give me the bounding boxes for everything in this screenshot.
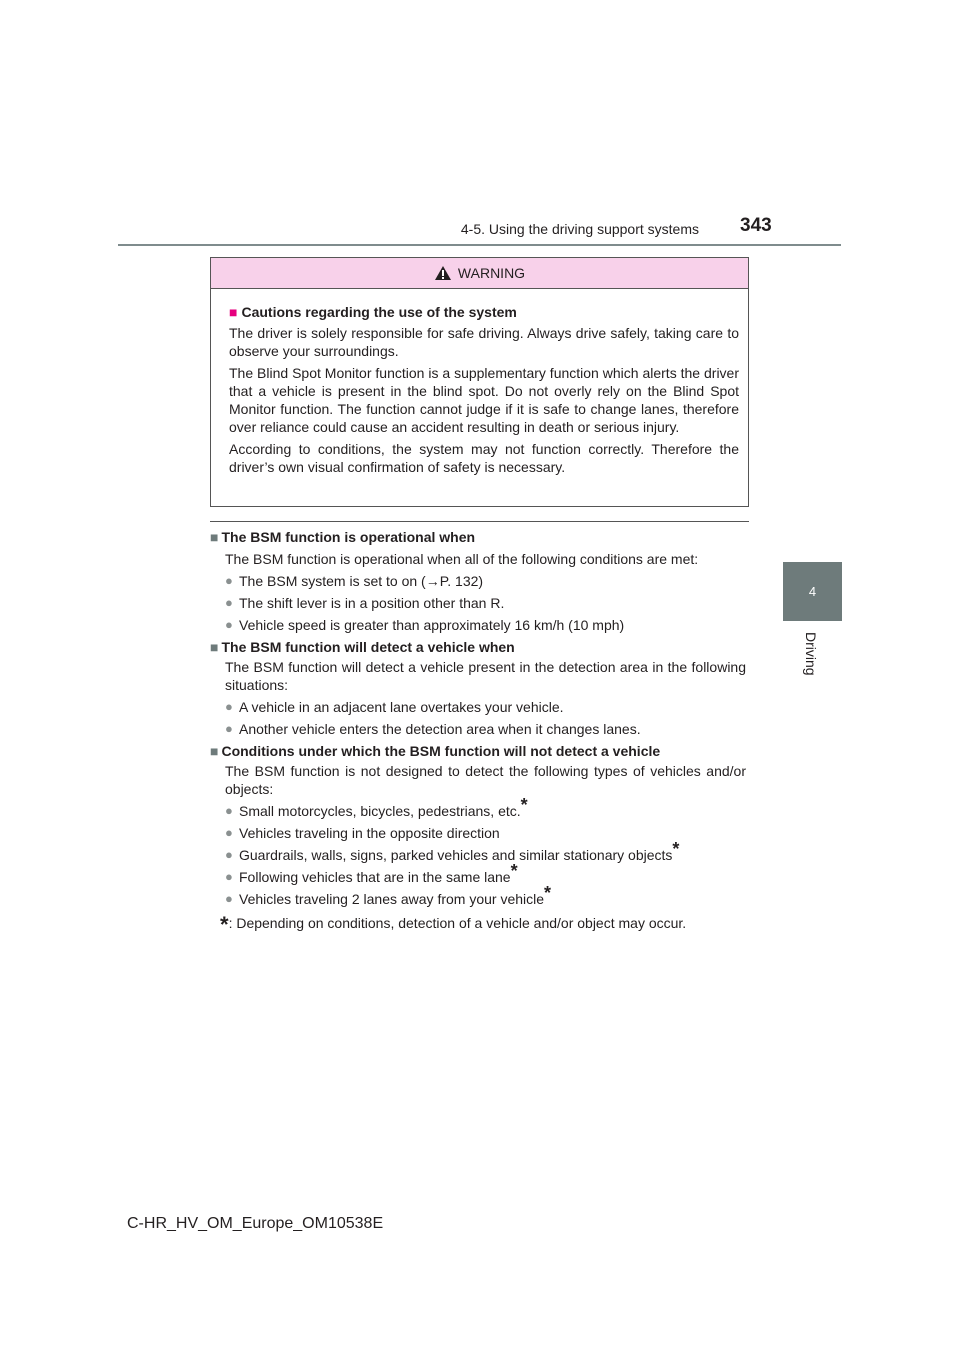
list-item	[210, 861, 746, 886]
chapter-number: 4	[808, 584, 817, 599]
section-text: The BSM function will detect a vehicle present in the detection area in the following situations:	[225, 659, 746, 693]
section-heading-text: The BSM function is operational when	[221, 529, 476, 545]
warning-body	[211, 289, 748, 476]
bullet-dot-icon: ●	[225, 573, 233, 588]
list-item	[210, 824, 746, 842]
square-bullet-icon: ■	[210, 743, 219, 759]
section-heading-text: Conditions under which the BSM function will not detect a vehicle	[221, 743, 661, 759]
section-heading-text: The BSM function will detect a vehicle when	[221, 639, 515, 655]
footnote-marker: *	[520, 795, 528, 815]
bullet-dot-icon: ●	[225, 825, 233, 840]
list-item-text: Vehicle speed is greater than approximately 16 km/h (10 mph)	[239, 617, 625, 633]
footnote-asterisk: *	[220, 912, 229, 937]
page-number: 343	[740, 215, 772, 236]
square-bullet-icon: ■	[229, 304, 238, 320]
list-item	[210, 572, 746, 590]
section-text: The BSM function is operational when all of the following conditions are met:	[225, 551, 699, 567]
list-item-text: Another vehicle enters the detection area when it changes lanes.	[239, 721, 641, 737]
footnote	[210, 912, 746, 937]
bullet-dot-icon: ●	[225, 869, 233, 884]
list-item-text: Guardrails, walls, signs, parked vehicles and similar stationary objects	[239, 847, 673, 863]
list-item	[210, 594, 746, 612]
list-item	[210, 616, 746, 634]
square-bullet-icon: ■	[210, 639, 219, 655]
chapter-tab	[783, 562, 842, 621]
warning-label: WARNING	[457, 265, 526, 281]
list-item	[210, 720, 746, 738]
bullet-dot-icon: ●	[225, 891, 233, 906]
warning-triangle-icon	[434, 265, 452, 281]
list-item	[210, 698, 746, 716]
list-item-text: The shift lever is in a position other than R.	[239, 595, 505, 611]
bullet-dot-icon: ●	[225, 803, 233, 818]
bullet-dot-icon: ●	[225, 617, 233, 632]
bullet-dot-icon: ●	[225, 699, 233, 714]
list-item-text: Following vehicles that are in the same lane	[239, 869, 511, 885]
header-divider	[118, 244, 841, 246]
list-item	[210, 839, 746, 864]
list-item	[210, 795, 746, 820]
bullet-dot-icon: ●	[225, 847, 233, 862]
list-item	[210, 883, 746, 908]
main-content	[210, 528, 746, 937]
square-bullet-icon: ■	[210, 529, 219, 545]
warning-heading-text: Cautions regarding the use of the system	[241, 304, 517, 320]
section-title: 4-5. Using the driving support systems	[460, 221, 699, 237]
bullet-dot-icon: ●	[225, 721, 233, 736]
warning-paragraph: According to conditions, the system may not function correctly. Therefore the driver’s own visual confirmation of safety is necessary.	[229, 441, 739, 475]
section-divider	[210, 521, 749, 522]
section-text: The BSM function is not designed to detect the following types of vehicles and/or objects:	[225, 763, 746, 797]
section-heading	[210, 528, 746, 546]
footnote-marker: *	[510, 861, 518, 881]
section-heading	[210, 742, 746, 760]
footnote-text: : Depending on conditions, detection of a vehicle and/or object may occur.	[228, 915, 687, 931]
warning-box	[210, 257, 749, 507]
list-item-text: The BSM system is set to on (→P. 132)	[239, 573, 484, 589]
document-footer: C-HR_HV_OM_Europe_OM10538E	[127, 1215, 384, 1232]
list-item-text: Vehicles traveling in the opposite direction	[239, 825, 500, 841]
warning-paragraph: The Blind Spot Monitor function is a supplementary function which alerts the driver that a vehicle is present in the blind spot. Do not overly rely on the Blind Spot Monitor function. The function cannot judge if it is safe to change lanes, therefore over reliance could cause an accident resulting in death or serious injury.	[229, 365, 739, 435]
footnote-marker: *	[544, 883, 552, 903]
footnote-marker: *	[672, 839, 680, 859]
list-item-text: A vehicle in an adjacent lane overtakes your vehicle.	[239, 699, 564, 715]
chapter-label: Driving	[803, 632, 819, 676]
bullet-dot-icon: ●	[225, 595, 233, 610]
warning-header	[211, 258, 748, 289]
section-heading	[210, 638, 746, 656]
warning-heading	[229, 303, 739, 321]
list-item-text: Vehicles traveling 2 lanes away from your vehicle	[239, 891, 545, 907]
list-item-text: Small motorcycles, bicycles, pedestrians, etc.	[239, 803, 521, 819]
warning-paragraph: The driver is solely responsible for safe driving. Always drive safely, taking care to observe your surroundings.	[229, 325, 739, 359]
